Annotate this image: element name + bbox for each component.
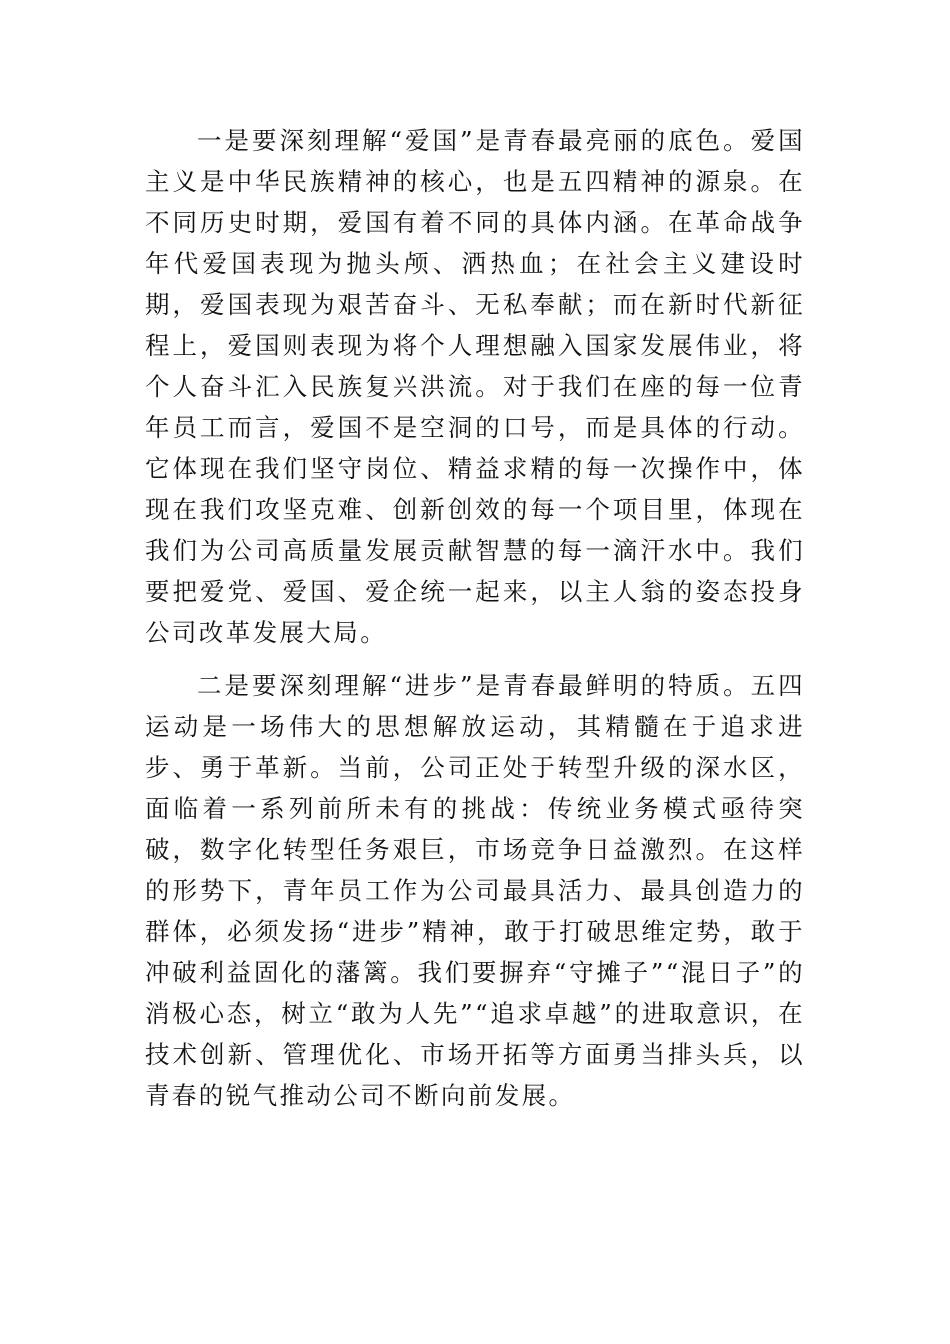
paragraph-progress: 二是要深刻理解“进步”是青春最鲜明的特质。五四运动是一场伟大的思想解放运动，其精髓在于追求进步、勇于革新。当前，公司正处于转型升级的深水区，面临着一系列前所未有的挑战：传统业务模式亟待突破，数字化转型任务艰巨，市场竞争日益激烈。在这样的形势下，青年员工作为公司最具活力、最具创造力的群体，必须发扬“进步”精神，敢于打破思维定势，敢于冲破利益固化的藩篱。我们要摒弃“守摊子”“混日子”的消极心态，树立“敢为人先”“追求卓越”的进取意识，在技术创新、管理优化、市场开拓等方面勇当排头兵，以青春的锐气推动公司不断向前发展。 [145,671,805,1110]
document-body [145,120,805,1128]
paragraph-patriotism: 一是要深刻理解“爱国”是青春最亮丽的底色。爱国主义是中华民族精神的核心，也是五四精神的源泉。在不同历史时期，爱国有着不同的具体内涵。在革命战争年代爱国表现为抛头颅、洒热血；在社会主义建设时期，爱国表现为艰苦奋斗、无私奉献；而在新时代新征程上，爱国则表现为将个人理想融入国家发展伟业，将个人奋斗汇入民族复兴洪流。对于我们在座的每一位青年员工而言，爱国不是空洞的口号，而是具体的行动。它体现在我们坚守岗位、精益求精的每一次操作中，体现在我们攻坚克难、创新创效的每一个项目里，体现在我们为公司高质量发展贡献智慧的每一滴汗水中。我们要把爱党、爱国、爱企统一起来，以主人翁的姿态投身公司改革发展大局。 [145,126,805,647]
